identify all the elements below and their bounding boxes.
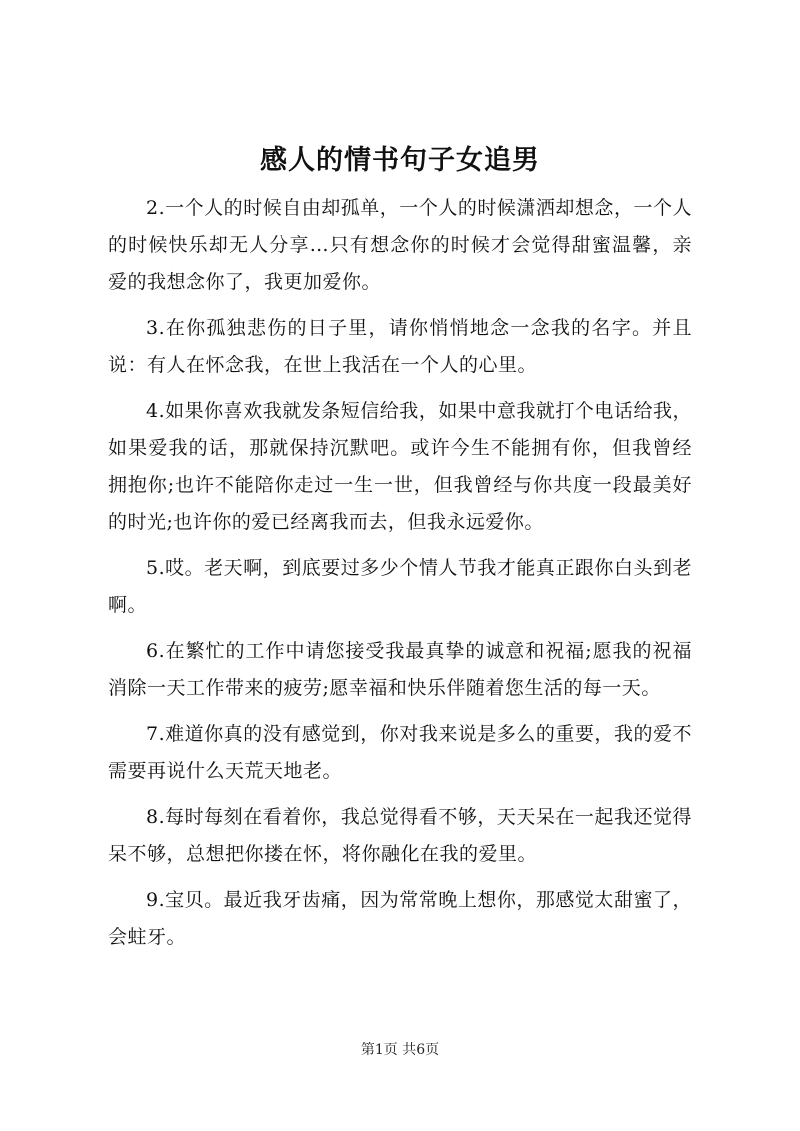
paragraph-7: 7.难道你真的没有感觉到，你对我来说是多么的重要，我的爱不需要再说什么天荒天地老。	[108, 723, 692, 782]
document-body	[108, 190, 692, 965]
page-number-footer: 第1页 共6页	[360, 1042, 440, 1058]
paragraph-9: 9.宝贝。最近我牙齿痛，因为常常晚上想你，那感觉太甜蜜了，会蛀牙。	[108, 889, 692, 948]
paragraph-8: 8.每时每刻在看着你，我总觉得看不够，天天呆在一起我还觉得呆不够，总想把你搂在怀，将你融化在我的爱里。	[108, 806, 692, 865]
document-title: 感人的情书句子女追男	[260, 145, 540, 176]
paragraph-3: 3.在你孤独悲伤的日子里，请你悄悄地念一念我的名字。并且说：有人在怀念我，在世上我活在一个人的心里。	[108, 317, 692, 376]
paragraph-6: 6.在繁忙的工作中请您接受我最真挚的诚意和祝福;愿我的祝福消除一天工作带来的疲劳;愿幸福和快乐伴随着您生活的每一天。	[108, 640, 692, 699]
paragraph-4: 4.如果你喜欢我就发条短信给我，如果中意我就打个电话给我，如果爱我的话，那就保持沉默吧。或许今生不能拥有你，但我曾经拥抱你;也许不能陪你走过一生一世，但我曾经与你共度一段最美好的时光;也许你的爱已经离我而去，但我永远爱你。	[108, 400, 692, 533]
paragraph-2: 2.一个人的时候自由却孤单，一个人的时候潇洒却想念，一个人的时候快乐却无人分享…只有想念你的时候才会觉得甜蜜温馨，亲爱的我想念你了，我更加爱你。	[108, 197, 692, 293]
paragraph-5: 5.哎。老天啊，到底要过多少个情人节我才能真正跟你白头到老啊。	[108, 557, 692, 616]
